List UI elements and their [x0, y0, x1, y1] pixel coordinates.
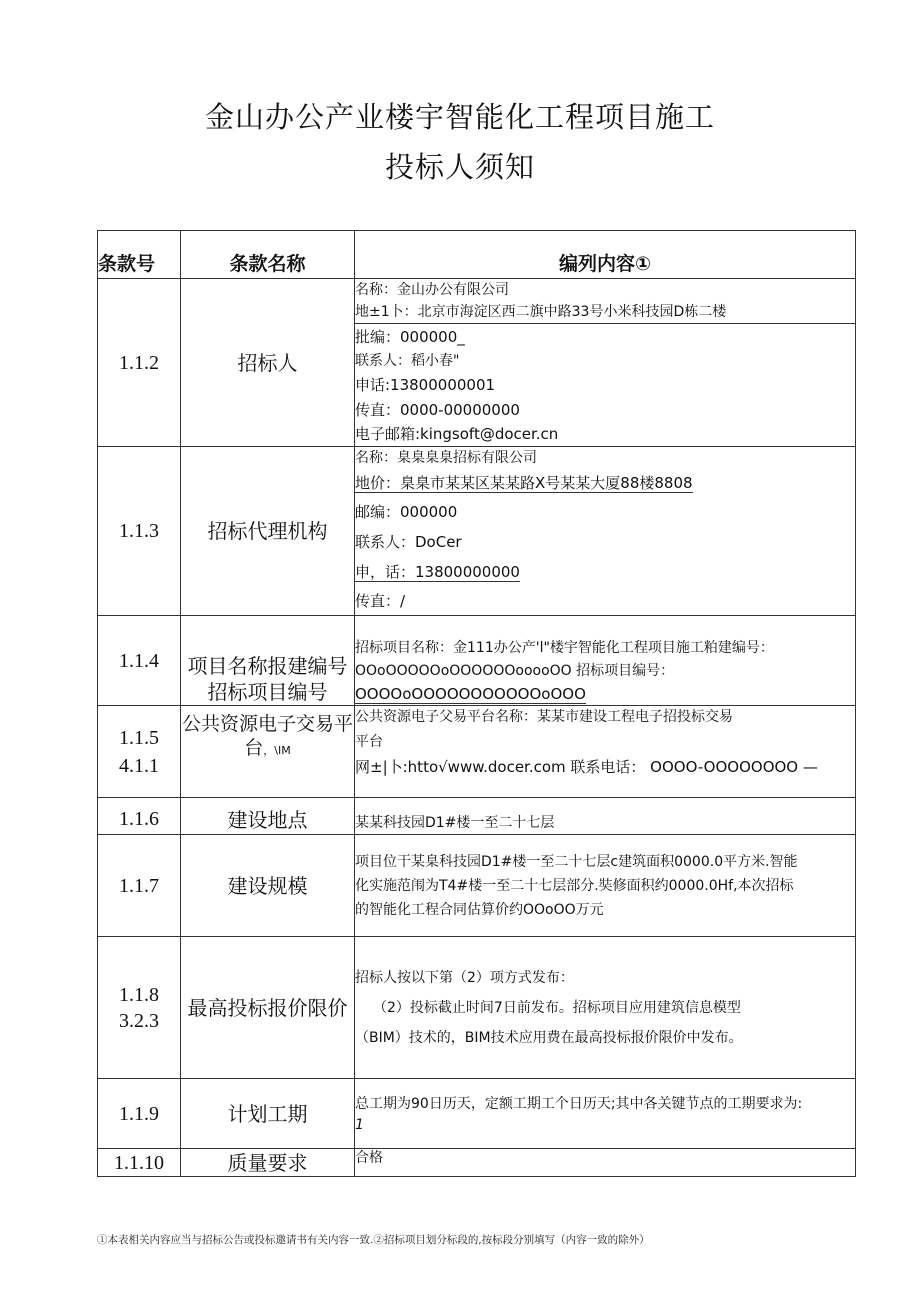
clause-number: 1.1.7	[98, 835, 181, 937]
content-line: 传直：0000-00000000	[355, 401, 520, 419]
content-line: 招标项目名称：金111办公产'l"楼宇智能化工程项目施工粕建编号：	[355, 640, 774, 656]
content-line: 网±|卜:htto√www.docer.com 联系电话： OOOO-OOOOOOOO —	[355, 758, 818, 776]
content-line: 名称：臬臬臬臬招标有限公司	[355, 450, 537, 466]
clause-number: 1.1.9	[98, 1079, 181, 1149]
clause-number: 1.1.4	[98, 616, 181, 706]
clause-name: 计划工期	[181, 1079, 355, 1149]
header-clause-no: 条款号	[98, 231, 181, 279]
clause-name: 项目名称报建编号招标项目编号	[181, 616, 355, 706]
content-line: 公共资源电子父易平台名称：某某市建设工程电子招投标交易	[355, 709, 733, 725]
clause-number: 1.1.8 3.2.3	[98, 937, 181, 1079]
document-title: 金山办公产业楼宇智能化工程项目施工	[204, 100, 715, 134]
content-line: 项目位干某臬科技园D1#楼一至二十七层c建筑面积0000.0平方米.智能	[355, 853, 798, 870]
content-line: （BIM）技术的，BIM技术应用费在最高投标报价限价中发布。	[355, 1029, 743, 1046]
content-line: 平台	[355, 734, 383, 750]
clause-name: 最高投标报价限价	[181, 937, 355, 1079]
table-row	[98, 616, 856, 706]
content-line: 招标人按以下第（2）项方式发布：	[355, 969, 574, 986]
footnote: ①本表相关内容应当与招标公告或投标邀请书有关内容一致.②招标项目划分标段的,按标段分别填写（内容一致的除外）	[97, 1234, 650, 1246]
clause-name: 质量要求	[181, 1149, 355, 1177]
content-line: （2）投标截止时间7日前发布。招标项目应用建筑信息模型	[373, 999, 741, 1016]
content-line: 1	[355, 1116, 364, 1133]
clause-number: 1.1.3	[98, 447, 181, 616]
header-content: 编列内容①	[355, 231, 856, 279]
table-row	[98, 279, 856, 447]
clause-number: 1.1.10	[98, 1149, 181, 1177]
clause-content	[355, 447, 856, 616]
content-line: 化实施范闱为T4#楼一至二十七层部分.奘修面积约0000.0Hf,本次招标	[355, 877, 794, 894]
header-clause-name: 条款名称	[181, 231, 355, 279]
content-line: 名称：金山办公有限公司	[355, 282, 509, 298]
content-line: OOOOoOOOOOOOOOOOoOOO	[355, 685, 586, 703]
clause-content	[355, 616, 856, 706]
content-line: 合格	[355, 1150, 383, 1166]
table-row	[98, 1149, 856, 1177]
clause-name: 招标代理机构	[181, 447, 355, 616]
content-line: 地价：臬臬市某某区某某路X号某某大厦88楼8808	[355, 474, 693, 492]
table-row	[98, 937, 856, 1079]
clause-number: 1.1.5 4.1.1	[98, 706, 181, 798]
clause-name: 公共资源电子交易平台，\IM	[181, 706, 355, 798]
table-header-row	[98, 231, 856, 279]
table-row	[98, 1079, 856, 1149]
table-row	[98, 447, 856, 616]
content-line: 地±1卜：北京市海淀区西二旗中路33号小米科技园D栋二楼	[355, 301, 855, 324]
content-line: 电子邮箱:kingsoft@docer.cn	[355, 425, 559, 443]
clause-content	[355, 798, 856, 835]
content-line: 批编：000000_	[355, 328, 465, 346]
content-line: 联系人：稻小春"	[355, 353, 460, 369]
clause-content	[355, 706, 856, 798]
clause-name: 建设规模	[181, 835, 355, 937]
content-line: 申，话：13800000000	[355, 563, 520, 581]
content-line: 某某科技园D1#楼一至二十七层	[355, 815, 555, 831]
clause-content	[355, 1149, 856, 1177]
table-row	[98, 835, 856, 937]
clause-content	[355, 835, 856, 937]
clause-number: 1.1.2	[98, 279, 181, 447]
content-line: OOoOOOOOoOOOOOOooooOO 招标项目编号：	[355, 663, 675, 679]
content-line: 申话:13800000001	[355, 376, 496, 394]
clause-name: 招标人	[181, 279, 355, 447]
clause-number: 1.1.6	[98, 798, 181, 835]
content-line: 传直：/	[355, 592, 406, 610]
document-subtitle: 投标人须知	[384, 150, 535, 184]
clause-content	[355, 279, 856, 447]
clause-content	[355, 1079, 856, 1149]
clause-name: 建设地点	[181, 798, 355, 835]
clause-content	[355, 937, 856, 1079]
table-row	[98, 706, 856, 798]
content-line: 的智能化工程合同估算价约OOoOO万元	[355, 901, 604, 918]
content-line: 总工期为90日历天，定额工期工个日历天;其中各关键节点的工期要求为:	[355, 1095, 803, 1112]
table-row	[98, 798, 856, 835]
bidder-instructions-table	[97, 230, 856, 1177]
content-line: 邮编：000000	[355, 503, 458, 521]
content-line: 联系人：DoCer	[355, 533, 462, 551]
